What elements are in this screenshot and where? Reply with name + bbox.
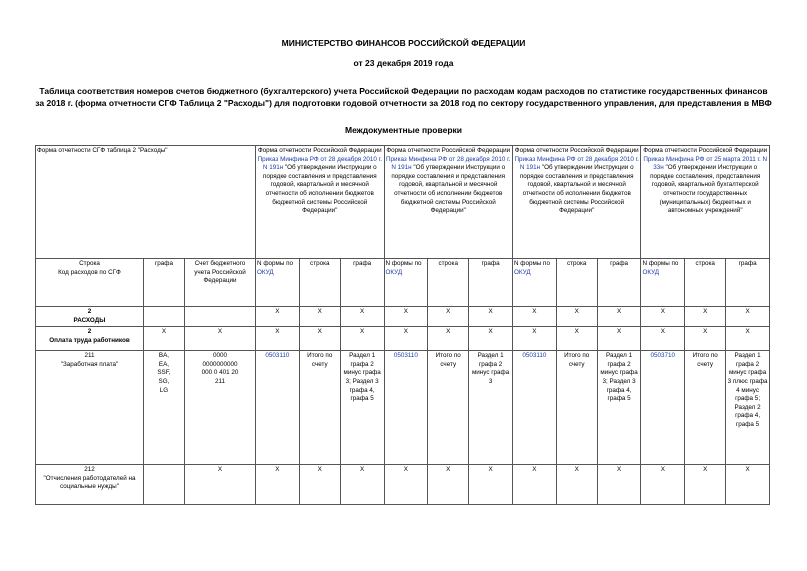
form-group-suffix: "Об утверждении Инструкции о порядке составления и представления годовой, квартальной и месячной отчетности об исполнении бюджетов бюджетной системы Российской Федерации" [262,164,377,215]
row-value-cell: X [469,465,513,505]
col-stroka-header: Строка Код расходов по СГФ [36,259,144,307]
form-group-suffix: "Об утверждении Инструкции о порядке составления, представления годовой, квартальной бухгалтерской отчетности государственных (муниципальных) бюджетных и автономных учреждений" [650,164,761,215]
col-stroka-sub-header: строка [428,259,469,307]
col-stroka-sub-header: строка [685,259,726,307]
order-link[interactable]: Приказ Минфина РФ от 28 декабря 2010 г. N 191н [514,155,639,172]
row-grafa-cell: X [143,327,184,351]
okud-link[interactable]: ОКУД [257,268,274,276]
row-value-cell: X [512,307,556,327]
row-value-cell: Итого по счету [556,351,597,465]
row-schet-cell [184,307,255,327]
row-value-cell: Итого по счету [299,351,340,465]
okud-link[interactable]: ОКУД [642,268,660,276]
row-value-cell: X [256,465,300,505]
row-value-cell: X [726,307,770,327]
form-number-link[interactable]: 0503110 [512,351,556,465]
col-nform-header [256,259,300,307]
form-group-prefix: Форма отчетности Российской Федерации [386,147,511,154]
form-number-link[interactable]: 0503110 [256,351,300,465]
form-group-header [256,146,384,259]
row-label-cell: 211 "Заработная плата" [36,351,144,465]
table-row [36,465,770,505]
row-label-cell: 2 Оплата труда работников [36,327,144,351]
row-grafa-cell [143,307,184,327]
document-title: Таблица соответствия номеров счетов бюджетного (бухгалтерского) учета Российской Федерации по расходам кодам расходов по статистике государственных финансов за 2018 г. (форма отчетности СГФ Таблица 2 "Расходы") для подготовки годовой отчетности за 2018 год по сектору государственного управления, для представления в МВФ [35,86,772,108]
col-nform-header [641,259,685,307]
row-grafa-cell [143,465,184,505]
row-value-cell: X [299,327,340,351]
form-group-header [384,146,512,259]
row-value-cell: X [428,465,469,505]
row-value-cell: X [556,327,597,351]
nform-label: N формы по [513,260,550,267]
row-value-cell: X [641,465,685,505]
row-label-cell: 212 "Отчисления работодателей на социальные нужды" [36,465,144,505]
row-schet-cell: X [184,465,255,505]
row-value-cell: X [512,465,556,505]
row-value-cell: Раздел 1 графа 2 минус графа 3 плюс графа 4 минус графа 5; Раздел 2 графа 4, графа 5 [726,351,770,465]
column-header-row [36,259,770,307]
row-value-cell: X [469,307,513,327]
col-nform-header [384,259,428,307]
row-value-cell: X [256,307,300,327]
form-group-header [641,146,770,259]
col-grafa-sub-header: графа [597,259,641,307]
row-schet-cell: X [184,327,255,351]
row-value-cell: X [299,307,340,327]
row-value-cell: X [641,307,685,327]
correspondence-table [35,145,770,505]
row-value-cell: X [256,327,300,351]
row-value-cell: X [428,327,469,351]
left-header-cell: Форма отчетности СГФ таблица 2 "Расходы" [36,146,256,259]
row-value-cell: X [685,327,726,351]
col-grafa-sub-header: графа [340,259,384,307]
form-number-link[interactable]: 0503110 [384,351,428,465]
row-value-cell: X [340,307,384,327]
table-header-row [36,146,770,259]
form-group-prefix: Форма отчетности Российской Федерации [643,147,768,154]
row-value-cell: Итого по счету [428,351,469,465]
document-date: от 23 декабря 2019 года [353,58,454,68]
row-value-cell: X [384,327,428,351]
table-row [36,351,770,465]
col-stroka-sub-header: строка [556,259,597,307]
order-link[interactable]: Приказ Минфина РФ от 28 декабря 2010 г. N 191н [386,155,511,172]
row-value-cell: X [428,307,469,327]
row-value-cell: Раздел 1 графа 2 минус графа 3; Раздел 3 графа 4, графа 5 [340,351,384,465]
row-value-cell: X [641,327,685,351]
form-group-suffix: "Об утверждении Инструкции о порядке составления и представления годовой, квартальной и месячной отчетности об исполнении бюджетов бюджетной системы Российской Федерации" [519,164,634,215]
row-value-cell: X [597,307,641,327]
section-subtitle: Междокументные проверки [344,125,462,135]
nform-label: N формы по [385,260,422,267]
row-value-cell: X [469,327,513,351]
form-group-suffix: "Об утверждении Инструкции о порядке составления и представления годовой, квартальной и месячной отчетности об исполнении бюджетов бюджетной системы Российской Федерации" [391,164,506,215]
row-value-cell: X [597,465,641,505]
row-value-cell: X [597,327,641,351]
table-row [36,307,770,327]
form-group-prefix: Форма отчетности Российской Федерации [257,147,382,154]
order-link[interactable]: Приказ Минфина РФ от 28 декабря 2010 г. N 191н [257,155,382,172]
row-value-cell: X [512,327,556,351]
row-value-cell: X [726,465,770,505]
row-value-cell: X [556,307,597,327]
form-group-prefix: Форма отчетности Российской Федерации [514,147,639,154]
row-grafa-cell: BA, EA, SSF, SG, LG [143,351,184,465]
nform-label: N формы по [642,260,679,267]
col-grafa-sub-header: графа [469,259,513,307]
form-number-link[interactable]: 0503710 [641,351,685,465]
row-value-cell: X [340,465,384,505]
row-label-cell: 2 РАСХОДЫ [36,307,144,327]
row-value-cell: X [384,307,428,327]
row-value-cell: X [556,465,597,505]
okud-link[interactable]: ОКУД [513,268,531,276]
form-group-header [512,146,640,259]
row-schet-cell: 0000 0000000000 000 0 401 20 211 [184,351,255,465]
table-row [36,327,770,351]
ministry-title: МИНИСТЕРСТВО ФИНАНСОВ РОССИЙСКОЙ ФЕДЕРАЦИИ [281,38,526,48]
nform-label: N формы по [257,260,294,267]
row-value-cell: X [340,327,384,351]
col-schet-header: Счет бюджетного учета Российской Федерации [184,259,255,307]
row-value-cell: Раздел 1 графа 2 минус графа 3; Раздел 3 графа 4, графа 5 [597,351,641,465]
row-value-cell: X [685,465,726,505]
row-value-cell: X [299,465,340,505]
col-stroka-sub-header: строка [299,259,340,307]
col-grafa-header: графа [143,259,184,307]
row-value-cell: Итого по счету [685,351,726,465]
col-nform-header [512,259,556,307]
row-value-cell: Раздел 1 графа 2 минус графа 3 [469,351,513,465]
row-value-cell: X [384,465,428,505]
order-link[interactable]: Приказ Минфина РФ от 25 марта 2011 г. N 33н [643,155,768,172]
col-grafa-sub-header: графа [726,259,770,307]
row-value-cell: X [685,307,726,327]
row-value-cell: X [726,327,770,351]
okud-link[interactable]: ОКУД [385,268,403,276]
